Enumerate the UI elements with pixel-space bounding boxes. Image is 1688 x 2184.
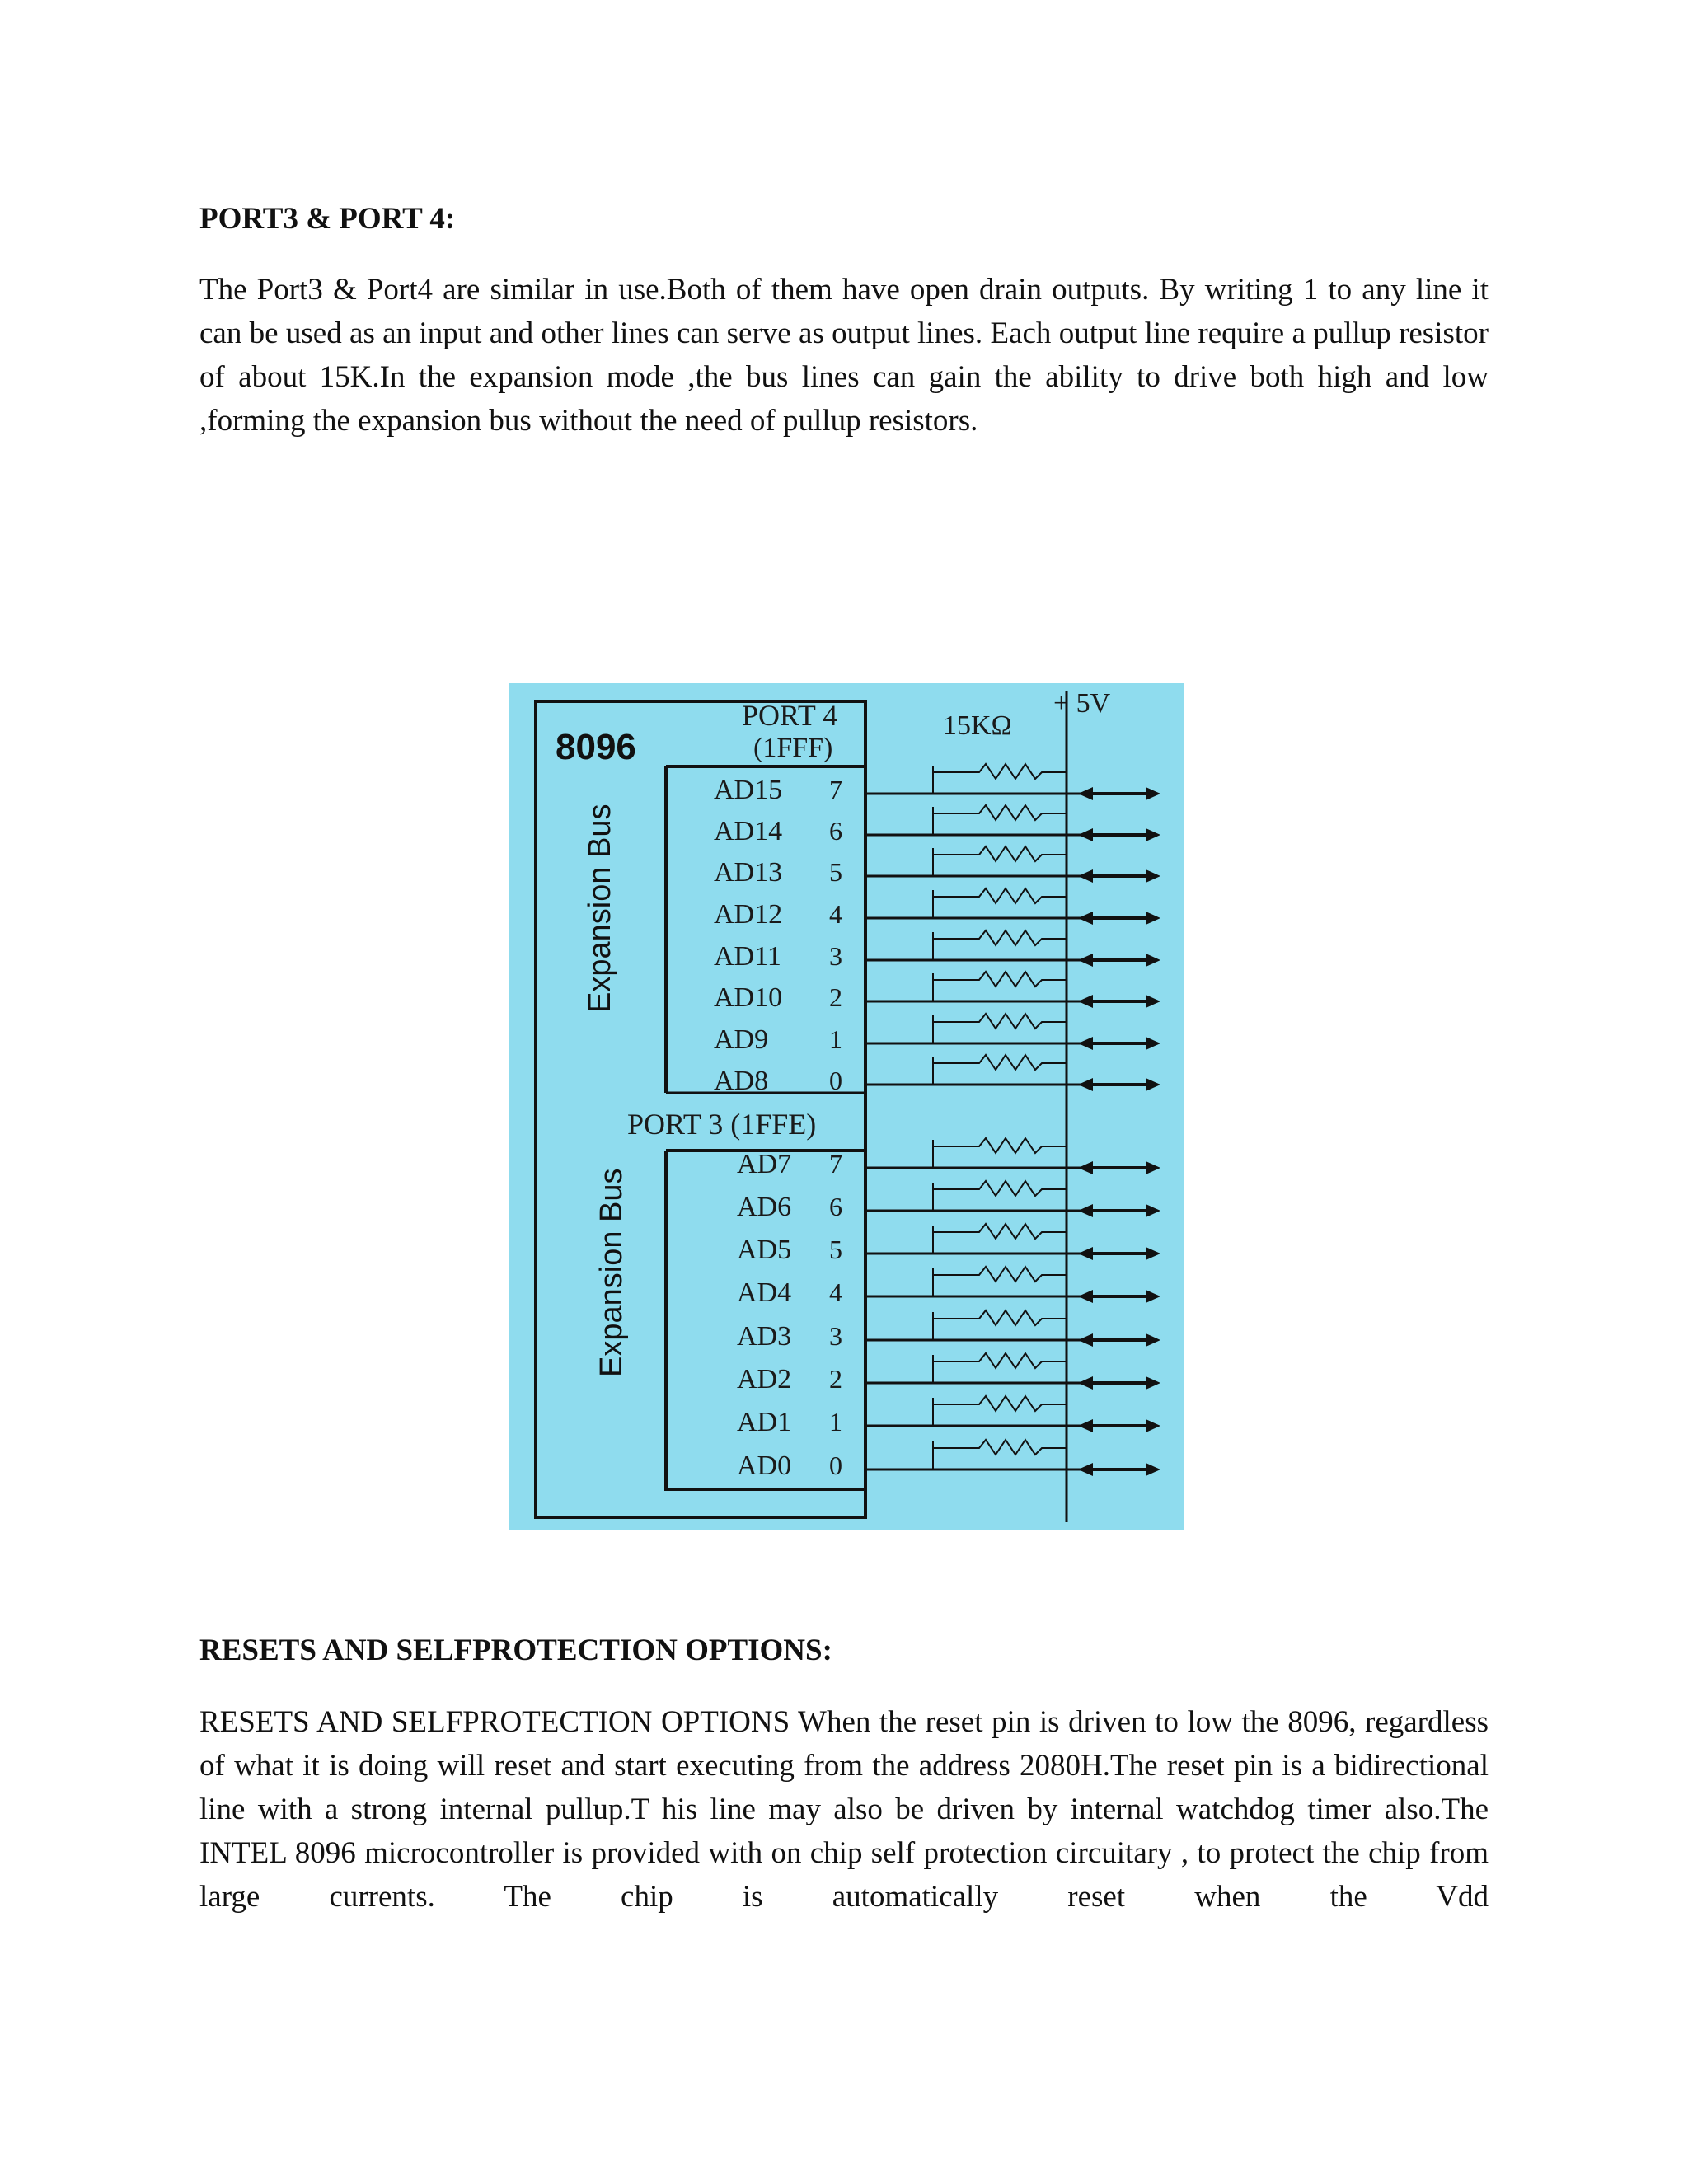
port3-pin-bit: 0 <box>829 1451 842 1480</box>
port3-pin-bit: 3 <box>829 1321 842 1351</box>
port4-pin-name: AD14 <box>714 816 783 846</box>
port4-pin-bit: 4 <box>829 899 842 929</box>
port4-pin-name: AD13 <box>714 857 783 888</box>
port4-pin-name: AD8 <box>714 1066 769 1096</box>
resistor-label: 15KΩ <box>943 710 1012 741</box>
port4-address: (1FFF) <box>753 733 833 763</box>
port3-pin-bit: 4 <box>829 1277 842 1307</box>
supply-label: + 5V <box>1053 688 1111 719</box>
port3-pin-name: AD7 <box>737 1149 792 1179</box>
section-paragraph-port3-port4: The Port3 & Port4 are similar in use.Both of them have open drain outputs. By writing 1 to any line it can be used as an input and other lines can serve as output lines. Each output line require a pullup resistor of about 15K.In the expansion mode ,the bus lines can gain the ability to drive both high and low ,forming the expansion bus without the need of pullup resistors. <box>199 273 1489 438</box>
port3-pin-bit: 1 <box>829 1407 842 1436</box>
section-paragraph-resets: RESETS AND SELFPROTECTION OPTIONS When the reset pin is driven to low the 8096, regardless of what it is doing will reset and start executing from the address 2080H.The reset pin is a bidirectional line with a strong internal pullup.T his line may also be driven by internal watchdog timer also.The INTEL 8096 microcontroller is provided with on chip self protection circuitary , to protect the chip from large currents. The chip is automatically reset when the Vdd <box>199 1705 1489 1914</box>
port4-pin-bit: 2 <box>829 982 842 1012</box>
port4-pin-bit: 3 <box>829 941 842 971</box>
port4-pin-bit: 6 <box>829 816 842 846</box>
bus-label-top: Expansion Bus <box>583 804 617 1013</box>
port3-pin-name: AD5 <box>737 1235 792 1265</box>
port3-pin-name: AD6 <box>737 1192 792 1222</box>
port3-title: PORT 3 (1FFE) <box>627 1108 817 1141</box>
chip-label: 8096 <box>556 727 636 767</box>
port3-pin-name: AD0 <box>737 1451 792 1481</box>
port4-pin-bit: 0 <box>829 1066 842 1095</box>
port4-title: PORT 4 <box>742 699 838 732</box>
port3-pin-bit: 2 <box>829 1364 842 1394</box>
port-diagram <box>509 683 1184 1530</box>
port3-pin-name: AD1 <box>737 1407 792 1437</box>
port3-pin-bit: 6 <box>829 1192 842 1221</box>
port3-pin-name: AD4 <box>737 1277 792 1308</box>
port3-pin-name: AD2 <box>737 1364 792 1394</box>
port4-pin-bit: 1 <box>829 1024 842 1054</box>
port4-pin-name: AD15 <box>714 775 783 805</box>
port4-pin-name: AD10 <box>714 982 783 1013</box>
port4-pin-bit: 5 <box>829 857 842 887</box>
port4-pin-name: AD9 <box>714 1024 769 1055</box>
port4-pin-name: AD11 <box>714 941 781 972</box>
port4-pin-name: AD12 <box>714 899 783 930</box>
port3-pin-bit: 7 <box>829 1149 842 1179</box>
port3-pin-name: AD3 <box>737 1321 792 1352</box>
bus-label-bottom: Expansion Bus <box>594 1168 629 1377</box>
section-heading-port3-port4: PORT3 & PORT 4: <box>199 202 456 236</box>
port3-pin-bit: 5 <box>829 1235 842 1264</box>
port4-pin-bit: 7 <box>829 775 842 804</box>
section-heading-resets: RESETS AND SELFPROTECTION OPTIONS: <box>199 1633 832 1667</box>
